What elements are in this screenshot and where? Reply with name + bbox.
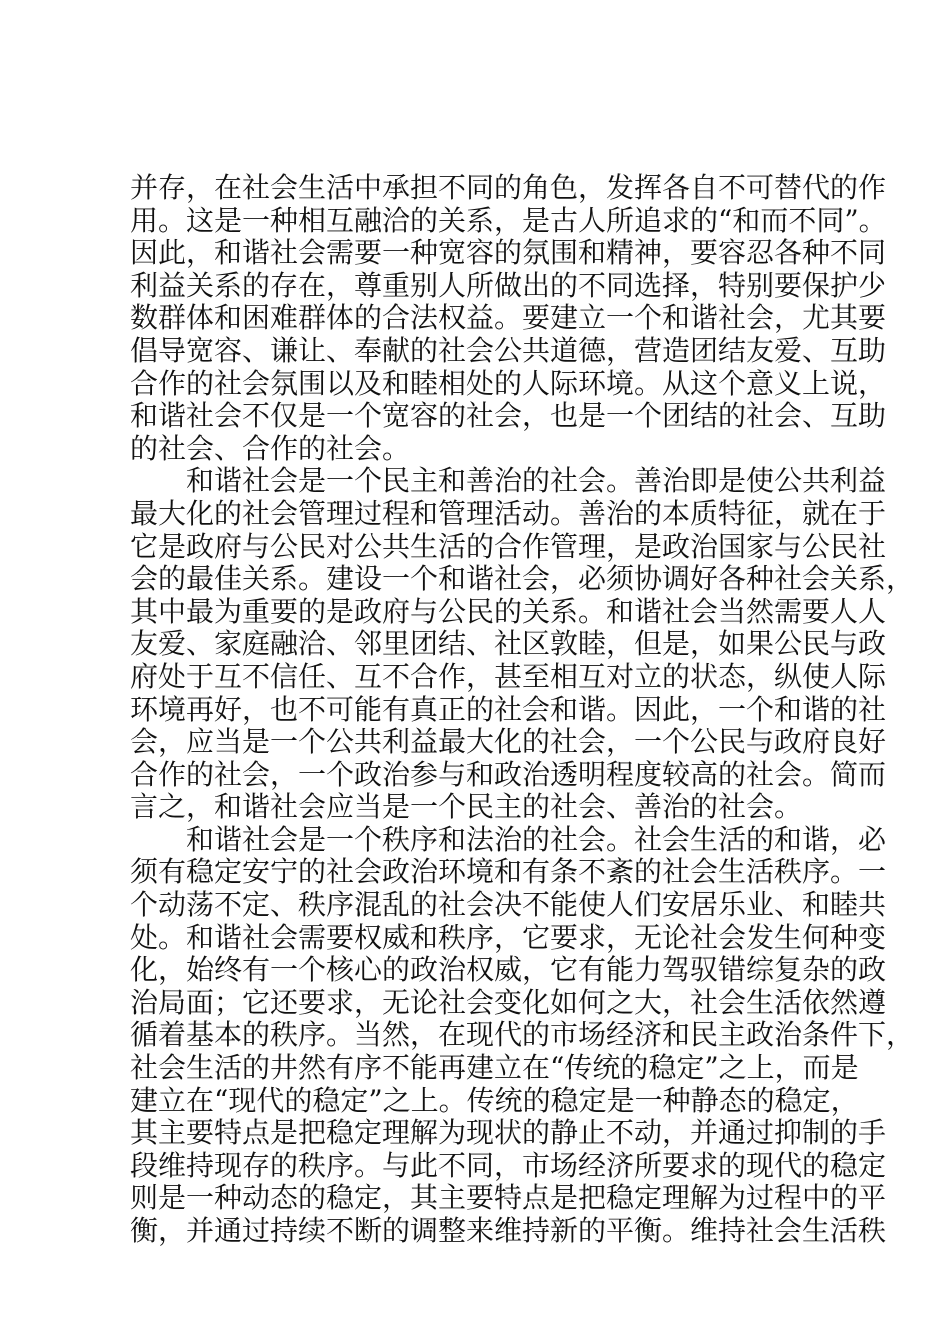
text-line: 须有稳定安宁的社会政治环境和有条不紊的社会生活秩序。一: [130, 855, 887, 889]
text-line: 和谐社会是一个民主和善治的社会。善治即是使公共利益: [186, 464, 887, 498]
text-line: 其主要特点是把稳定理解为现状的静止不动，并通过抑制的手: [130, 1116, 887, 1150]
text-line: 用。这是一种相互融洽的关系，是古人所追求的“和而不同”。: [130, 203, 887, 237]
text-line: 会，应当是一个公共利益最大化的社会，一个公民与政府良好: [130, 725, 887, 759]
text-line: 和谐社会不仅是一个宽容的社会，也是一个团结的社会、互助: [130, 399, 887, 433]
text-line: 利益关系的存在，尊重别人所做出的不同选择，特别要保护少: [130, 268, 887, 302]
text-line: 因此，和谐社会需要一种宽容的氛围和精神，要容忍各种不同: [130, 236, 887, 270]
text-line: 言之，和谐社会应当是一个民主的社会、善治的社会。: [130, 790, 803, 824]
text-line: 会的最佳关系。建设一个和谐社会，必须协调好各种社会关系，: [130, 562, 915, 596]
text-line: 合作的社会，一个政治参与和政治透明程度较高的社会。简而: [130, 757, 887, 791]
text-line: 循着基本的秩序。当然，在现代的市场经济和民主政治条件下，: [130, 1018, 915, 1052]
text-line: 处。和谐社会需要权威和秩序，它要求，无论社会发生何种变: [130, 920, 887, 954]
text-line: 其中最为重要的是政府与公民的关系。和谐社会当然需要人人: [130, 594, 887, 628]
text-line: 社会生活的井然有序不能再建立在“传统的稳定”之上，而是: [130, 1051, 859, 1085]
paragraph: [130, 171, 887, 465]
text-line: 的社会、合作的社会。: [130, 431, 411, 465]
text-line: 段维持现存的秩序。与此不同，市场经济所要求的现代的稳定: [130, 1148, 887, 1182]
text-line: 个动荡不定、秩序混乱的社会决不能使人们安居乐业、和睦共: [130, 888, 887, 922]
text-line: 它是政府与公民对公共生活的合作管理，是政治国家与公民社: [130, 529, 887, 563]
text-line: 建立在“现代的稳定”之上。传统的稳定是一种静态的稳定，: [130, 1083, 859, 1117]
text-line: 并存，在社会生活中承担不同的角色，发挥各自不可替代的作: [130, 171, 887, 204]
text-line: 友爱、家庭融洽、邻里团结、社区敦睦，但是，如果公民与政: [130, 627, 887, 661]
text-line: 倡导宽容、谦让、奉献的社会公共道德，营造团结友爱、互助: [130, 333, 887, 367]
text-line: 合作的社会氛围以及和睦相处的人际环境。从这个意义上说，: [130, 366, 887, 400]
text-line: 化，始终有一个核心的政治权威，它有能力驾驭错综复杂的政: [130, 953, 887, 987]
text-line: 则是一种动态的稳定，其主要特点是把稳定理解为过程中的平: [130, 1181, 887, 1215]
text-line: 治局面；它还要求，无论社会变化如何之大，社会生活依然遵: [130, 985, 887, 1019]
text-line: 府处于互不信任、互不合作，甚至相互对立的状态，纵使人际: [130, 659, 887, 693]
text-line: 和谐社会是一个秩序和法治的社会。社会生活的和谐，必: [186, 822, 887, 856]
text-line: 最大化的社会管理过程和管理活动。善治的本质特征，就在于: [130, 496, 887, 530]
paragraph: [130, 464, 915, 824]
paragraph: [130, 822, 915, 1248]
text-line: 数群体和困难群体的合法权益。要建立一个和谐社会，尤其要: [130, 301, 887, 335]
text-line: 衡，并通过持续不断的调整来维持新的平衡。维持社会生活秩: [130, 1214, 887, 1247]
text-line: 环境再好，也不可能有真正的社会和谐。因此，一个和谐的社: [130, 692, 887, 726]
body-text: [130, 171, 915, 1248]
